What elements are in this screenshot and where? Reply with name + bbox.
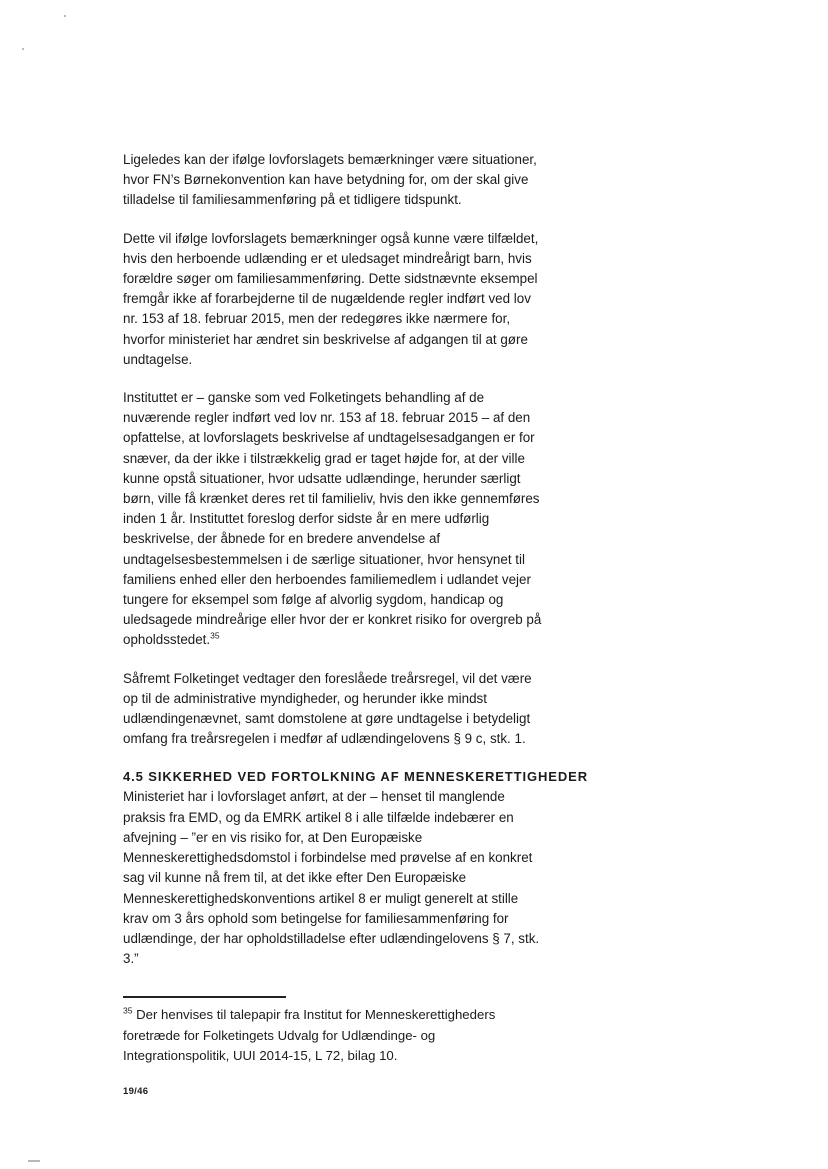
text-line: Dette vil ifølge lovforslagets bemærkninger også kunne være tilfældet, — [123, 230, 539, 246]
footnote-line: Integrationspolitik, UUI 2014-15, L 72, bilag 10. — [123, 1048, 398, 1063]
text-line: beskrivelse, der åbnede for en bredere anvendelse af — [123, 531, 441, 547]
text-line: omfang fra treårsregelen i medfør af udlændingelovens § 9 c, stk. 1. — [123, 731, 526, 747]
text-line: Instituttet er – ganske som ved Folketingets behandling af de — [123, 390, 485, 406]
footnote-reference[interactable]: 35 — [210, 631, 220, 641]
text-line: uledsagede mindreårige eller hvor der er konkret risiko for overgreb på — [123, 612, 542, 628]
text-line: afvejning – ”er en vis risiko for, at Den Europæiske — [123, 829, 423, 845]
text-line: opfattelse, at lovforslagets beskrivelse af undtagelsesadgangen er for — [123, 430, 535, 446]
text-line: Menneskerettighedsdomstol i forbindelse med prøvelse af en konkret — [123, 850, 533, 866]
text-line: hvor FN’s Børnekonvention kan have betydning for, om der skal give — [123, 172, 529, 188]
text-line: udlændingenævnet, samt domstolene at gøre undtagelse i betydeligt — [123, 711, 531, 727]
text-line: nuværende regler indført ved lov nr. 153 af 18. februar 2015 – af den — [123, 410, 531, 426]
text-line: 3.” — [123, 951, 139, 967]
footnote-text: Der henvises til talepapir fra Institut for Menneskerettigheders — [132, 1007, 496, 1022]
scan-artifact-mark — [22, 48, 24, 50]
text-line: Ministeriet har i lovforslaget anført, at der – henset til manglende — [123, 789, 505, 805]
footnote-number: 35 — [123, 1005, 133, 1016]
paragraph — [123, 669, 563, 750]
text-line: Ligeledes kan der ifølge lovforslagets bemærkninger være situationer, — [123, 152, 537, 167]
text-line: kunne opstå situationer, hvor udsatte udlændinge, herunder særligt — [123, 470, 521, 486]
paragraph — [123, 150, 563, 211]
text-line: hvis den herboende udlænding er et uledsaget mindreårigt barn, hvis — [123, 250, 532, 266]
footnote — [123, 1005, 495, 1067]
scan-artifact-mark — [64, 15, 66, 17]
paragraph — [123, 229, 563, 370]
text-line: undtagelsesbestemmelsen i de særlige situationer, hvor hensynet til — [123, 551, 525, 567]
section-paragraph — [123, 787, 563, 969]
paragraph — [123, 388, 563, 651]
text-line: børn, ville få krænket deres ret til familieliv, hvis den ikke gennemføres — [123, 491, 540, 507]
text-line: forældre søger om familiesammenføring. Dette sidstnævnte eksempel — [123, 271, 538, 287]
footnote-line: foretræde for Folketingets Udvalg for Udlændinge- og — [123, 1027, 436, 1043]
text-line — [123, 630, 563, 650]
text-line: tilladelse til familiesammenføring på et tidligere tidspunkt. — [123, 192, 462, 208]
page-number: 19/46 — [123, 1086, 149, 1097]
text-line-content: opholdsstedet. — [123, 632, 211, 648]
text-line: nr. 153 af 18. februar 2015, men der redegøres ikke nærmere for, — [123, 311, 511, 327]
text-line: Menneskerettighedskonventions artikel 8 er muligt generelt at stille — [123, 890, 519, 906]
text-line: snæver, da der ikke i tilstrækkelig grad er taget højde for, at der ville — [123, 450, 525, 466]
text-line: op til de administrative myndigheder, og herunder ikke mindst — [123, 690, 487, 706]
text-line: familiens enhed eller den herboendes familiemedlem i udlandet vejer — [123, 571, 531, 587]
footnote-divider — [123, 996, 286, 998]
text-line: undtagelse. — [123, 351, 193, 367]
text-line: hvorfor ministeriet har ændret sin beskrivelse af adgangen til at gøre — [123, 331, 528, 347]
text-line: udlændinge, der har opholdstilladelse efter udlændingelovens § 7, stk. — [123, 930, 540, 946]
scan-artifact-mark — [28, 1160, 40, 1162]
text-line: inden 1 år. Instituttet foreslog derfor sidste år en mere udførlig — [123, 511, 490, 527]
text-line: sag vil kunne nå frem til, at det ikke efter Den Europæiske — [123, 870, 467, 886]
text-line: tungere for eksempel som følge af alvorlig sygdom, handicap og — [123, 592, 504, 608]
body-text — [123, 150, 589, 987]
text-line: fremgår ikke af forarbejderne til de nugældende regler indført ved lov — [123, 291, 531, 307]
text-line: krav om 3 års ophold som betingelse for familiesammenføring for — [123, 910, 509, 926]
footnote-line — [123, 1005, 495, 1026]
text-line: praksis fra EMD, og da EMRK artikel 8 i alle tilfælde indebærer en — [123, 809, 514, 825]
text-line: Såfremt Folketinget vedtager den foreslåede treårsregel, vil det være — [123, 670, 532, 686]
section-heading: 4.5 SIKKERHED VED FORTOLKNING AF MENNESKERETTIGHEDER — [123, 769, 589, 785]
